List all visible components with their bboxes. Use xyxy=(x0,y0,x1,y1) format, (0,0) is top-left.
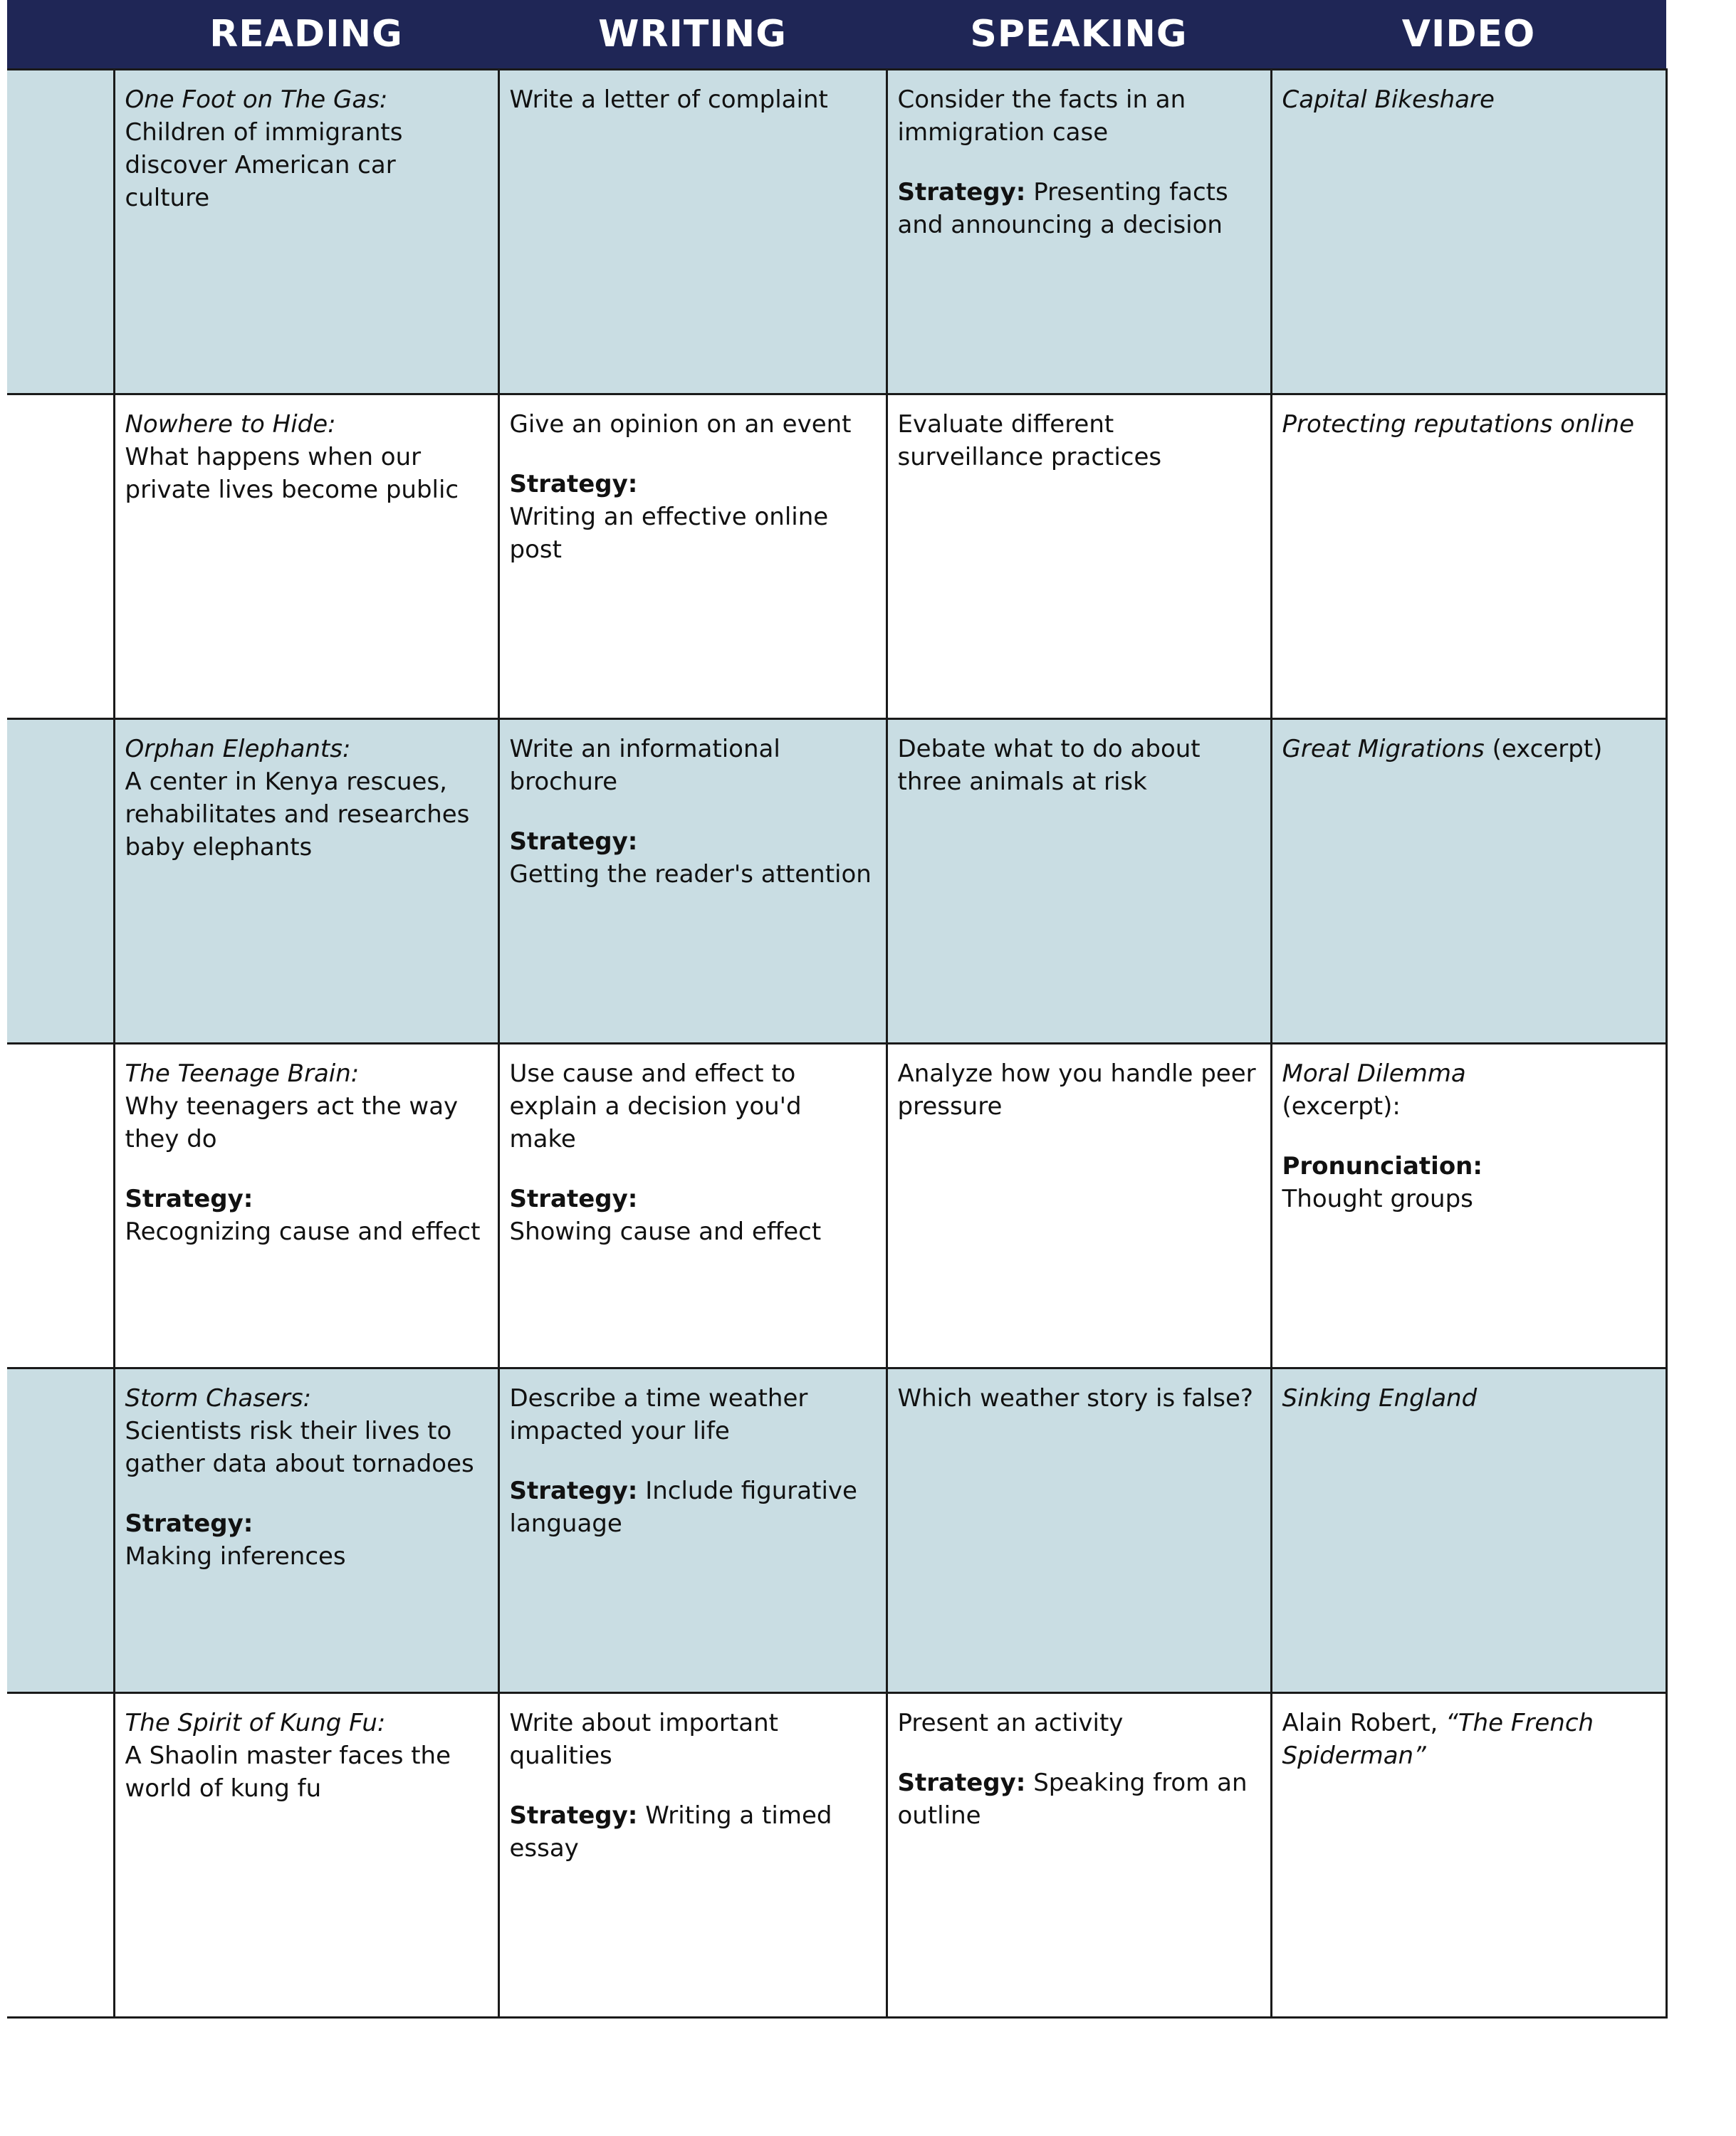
reading-cell xyxy=(114,1368,498,1693)
video-pronunciation: Thought groups xyxy=(1282,1185,1473,1213)
speaking-cell xyxy=(887,1693,1271,2018)
reading-strategy: Making inferences xyxy=(125,1542,346,1571)
writing-cell xyxy=(498,1368,887,1693)
reading-description: What happens when our private lives become public xyxy=(125,443,459,504)
reading-description: Why teenagers act the way they do xyxy=(125,1092,459,1153)
speaking-task: Consider the facts in an immigration case xyxy=(897,85,1186,147)
speaking-task: Evaluate different surveillance practices xyxy=(897,410,1162,471)
speaking-strategy-label: Strategy: xyxy=(897,1769,1026,1797)
header-video: VIDEO xyxy=(1271,0,1666,70)
row-margin xyxy=(7,1044,114,1368)
reading-description: A center in Kenya rescues, rehabilitates and researches baby elephants xyxy=(125,768,470,862)
speaking-task: Analyze how you handle peer pressure xyxy=(897,1059,1256,1121)
speaking-task: Which weather story is false? xyxy=(897,1384,1253,1413)
reading-title: Storm Chasers: xyxy=(125,1384,312,1413)
video-suffix: (excerpt) xyxy=(1492,735,1603,763)
speaking-task: Present an activity xyxy=(897,1709,1124,1737)
video-title: Great Migrations xyxy=(1282,735,1485,763)
reading-description: A Shaolin master faces the world of kung fu xyxy=(125,1742,451,1803)
writing-task: Write an informational brochure xyxy=(509,735,780,796)
reading-cell xyxy=(114,719,498,1044)
video-prefix: Alain Robert, xyxy=(1282,1709,1438,1737)
video-cell xyxy=(1271,1044,1666,1368)
row-margin xyxy=(7,1368,114,1693)
writing-strategy: Include figurative language xyxy=(509,1477,857,1538)
header-margin xyxy=(7,0,114,70)
speaking-task: Debate what to do about three animals at risk xyxy=(897,735,1201,796)
reading-description: Children of immigrants discover American car culture xyxy=(125,118,403,212)
video-title: Protecting reputations online xyxy=(1282,410,1634,439)
table-row xyxy=(7,70,1666,394)
reading-title: Orphan Elephants: xyxy=(125,735,351,763)
reading-description: Scientists risk their lives to gather data about tornadoes xyxy=(125,1417,474,1478)
writing-cell xyxy=(498,1693,887,2018)
reading-title: The Spirit of Kung Fu: xyxy=(125,1709,386,1737)
writing-strategy: Writing an effective online post xyxy=(509,503,829,564)
reading-title: One Foot on The Gas: xyxy=(125,85,388,114)
syllabus-table xyxy=(7,0,1668,2019)
writing-cell xyxy=(498,70,887,394)
video-cell xyxy=(1271,1693,1666,2018)
reading-cell xyxy=(114,70,498,394)
reading-cell xyxy=(114,394,498,719)
speaking-cell xyxy=(887,394,1271,719)
video-suffix: (excerpt): xyxy=(1282,1092,1401,1121)
video-title: “The French Spiderman” xyxy=(1282,1709,1594,1770)
reading-cell xyxy=(114,1044,498,1368)
writing-cell xyxy=(498,1044,887,1368)
writing-strategy-label: Strategy: xyxy=(509,827,638,856)
header-speaking: SPEAKING xyxy=(887,0,1271,70)
table-row xyxy=(7,719,1666,1044)
speaking-strategy: Speaking from an outline xyxy=(897,1769,1248,1830)
video-cell xyxy=(1271,70,1666,394)
writing-task: Write a letter of complaint xyxy=(509,85,828,114)
writing-strategy: Showing cause and effect xyxy=(509,1218,822,1246)
header-reading: READING xyxy=(114,0,498,70)
speaking-strategy: Presenting facts and announcing a decision xyxy=(897,178,1228,239)
table-row xyxy=(7,394,1666,719)
header-row xyxy=(7,0,1666,70)
speaking-cell xyxy=(887,1044,1271,1368)
speaking-cell xyxy=(887,1368,1271,1693)
video-title: Sinking England xyxy=(1282,1384,1478,1413)
writing-task: Use cause and effect to explain a decision you'd make xyxy=(509,1059,802,1153)
reading-title: Nowhere to Hide: xyxy=(125,410,336,439)
table-row xyxy=(7,1368,1666,1693)
row-margin xyxy=(7,1693,114,2018)
reading-strategy-label: Strategy: xyxy=(125,1185,253,1213)
header-writing: WRITING xyxy=(498,0,887,70)
video-cell xyxy=(1271,394,1666,719)
row-margin xyxy=(7,719,114,1044)
video-pronunciation-label: Pronunciation: xyxy=(1282,1152,1483,1180)
video-title: Capital Bikeshare xyxy=(1282,85,1495,114)
writing-strategy: Writing a timed essay xyxy=(509,1801,832,1863)
writing-strategy-label: Strategy: xyxy=(509,1801,638,1830)
row-margin xyxy=(7,70,114,394)
reading-strategy: Recognizing cause and effect xyxy=(125,1218,481,1246)
speaking-cell xyxy=(887,719,1271,1044)
writing-strategy-label: Strategy: xyxy=(509,1185,638,1213)
table-row xyxy=(7,1693,1666,2018)
video-title: Moral Dilemma xyxy=(1282,1059,1466,1088)
writing-strategy: Getting the reader's attention xyxy=(509,860,872,889)
reading-strategy-label: Strategy: xyxy=(125,1509,253,1538)
writing-cell xyxy=(498,719,887,1044)
speaking-cell xyxy=(887,70,1271,394)
reading-cell xyxy=(114,1693,498,2018)
table-row xyxy=(7,1044,1666,1368)
writing-cell xyxy=(498,394,887,719)
writing-strategy-label: Strategy: xyxy=(509,1477,638,1505)
writing-task: Give an opinion on an event xyxy=(509,410,852,439)
reading-title: The Teenage Brain: xyxy=(125,1059,360,1088)
video-cell xyxy=(1271,719,1666,1044)
speaking-strategy-label: Strategy: xyxy=(897,178,1026,206)
row-margin xyxy=(7,394,114,719)
writing-task: Write about important qualities xyxy=(509,1709,778,1770)
writing-strategy-label: Strategy: xyxy=(509,470,638,498)
writing-task: Describe a time weather impacted your life xyxy=(509,1384,808,1445)
video-cell xyxy=(1271,1368,1666,1693)
